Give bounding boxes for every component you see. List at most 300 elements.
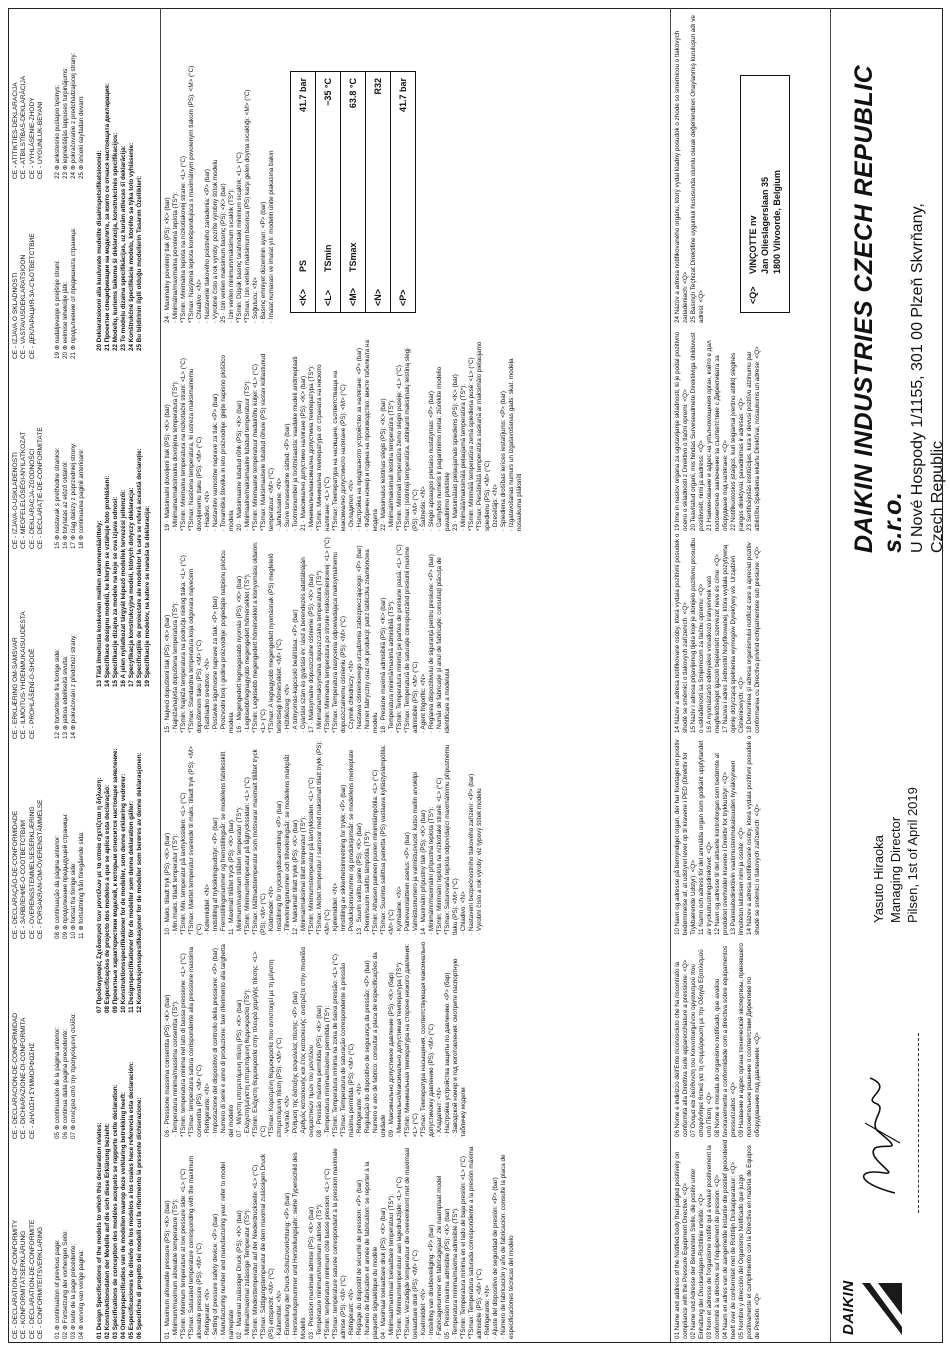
spec-line: 05 · Presión máxima admisible (PS): <K> (bar) <box>444 1208 451 1339</box>
spec-line: · Impostazione del dispositivo di controllo della pressione: <P> (bar) <box>212 947 219 1137</box>
spec-title: 04 Ontwerpspecificaties van de modellen waarop deze verklaring betrekking heeft: <box>120 1091 127 1339</box>
spec-line: *TSmin: Минимальная температура на стороне низкого давления: <L> (°C) <box>404 943 419 1137</box>
signature-dashes <box>918 1033 919 1213</box>
continuation-line: 22 ⊕ ankstesnio puslapio tęsinys: <box>54 84 61 179</box>
divider <box>830 8 831 1343</box>
spec-line: 21 · Максимално допустимо налягане (PS): <K> (bar) <box>300 375 307 531</box>
notified-col-4 <box>674 533 762 733</box>
daikin-logo: DAIKIN <box>840 1280 857 1335</box>
spec-name: TSmax <box>348 242 358 272</box>
spec-line: · Gamybos numeris ir pagaminimo metai: žiūrėkite modelio pavadinimo plokštelę <box>436 366 451 531</box>
notified-line: 17 Nazwa i adres Jednostki Notyfikowanej, która wydała pozytywną opinię dotyczącą spełnienia wymogów Dyrektywy ws. Urządzeń Ciśnieniowych: <Q> <box>722 544 745 733</box>
spec-line: *TSmin: Minimalna temperatura po stronie niskociśnieniowej: <L> (°C) <box>324 537 331 733</box>
spec-key: <N> <box>373 288 383 306</box>
spec-line: *TSmin: Minimální teplota na nízkotlaké straně: <L> (°C) <box>436 777 443 935</box>
spec-title: 10 Konstruktionsspecifikationer for de modeller, som denne erklæring vedrører: <box>120 773 127 1013</box>
notified-line: 21 Наименование и адрес на упълномощения орган, който е дал положително заключение за съответствие с Директивата за оборудване под налягане: <Q> <box>706 340 729 531</box>
spec-name: PS <box>298 259 308 272</box>
notified-line: 07 Όνομα και διεύθυνση του Κοινοποιημένου οργανισμού που αποφάνθηκε θετικά για τη συμμόρφωση με την Οδηγία Εξοπλισμού υπό Πίεση: <Q> <box>690 949 713 1137</box>
spec-line: · Legkisebb/legnagyobb megengedett hőmérséklet (TS*): <box>244 573 251 733</box>
spec-line: · Chladivo: <N> <box>196 279 203 323</box>
spec-line: 18 · Presiune maximă admisibilă (PS): <K> (bar) <box>380 597 387 733</box>
continuation-col-4 <box>54 549 78 739</box>
spec-line: · Ρύθμιση της διάταξης ασφαλείας πίεσης: <P> (bar) <box>292 991 299 1137</box>
spec-line: *TSmax: Temperatura saturada correspondiente a la presión máxima admisible (PS): <M> (°C) <box>468 1146 483 1339</box>
spec-line: · Indstilling af tryksikringsudstyr: <P> (bar) <box>212 817 219 935</box>
spec-line: 06 · Pressione massima consentita (PS): <K> (bar) <box>164 994 171 1137</box>
spec-title: 22 Modelių, kuriems taikoma ši deklaracija, konstrukcinės specifikacijos: <box>112 132 119 351</box>
header-line: CE - ЗАЯВЛЕНИЕ-О-СООТВЕТСТВИИ <box>20 820 28 939</box>
spec-line: · Numero di serie e anno di produzione: fare riferimento alla targhetta del modello <box>220 944 235 1137</box>
spec-line: *TSmin: temperatura minima nel lato di bassa pressione: <L> (°C) <box>180 953 187 1137</box>
spec-line: 12 · Maksimalt tillatt trykk (PS): <K> (bar) <box>292 819 299 935</box>
notified-body-key: <Q> <box>748 286 758 304</box>
spec-line: *TSmax: Κορεσμένη θερμοκρασία που αντιστοιχεί με τη μέγιστη επιτρεπόμενη πίεση (PS): <M> (°C) <box>268 959 283 1137</box>
notified-line: 08 Nome e morada do organismo notificado, que avaliou favoravelmente a conformidade com a directiva sobre equipamentos pressurizados: <Q> <box>714 945 737 1137</box>
spec-line: *TSmax: Temperatură de saturaţie corespunzând presiunii maxime admisibile (PS): <M> (°C) <box>404 546 419 733</box>
header-line: CE - PROHLÁŠENÍ-O-SHODĚ <box>28 648 36 739</box>
header-line: CE - VYHLÁSENIE-ZHODY <box>28 97 36 179</box>
spec-line: · Proizvodni broj i godina proizvodnje: pogledajte natpisnu pločicu modela <box>220 550 235 733</box>
spec-line: · Minimum/maximum allowable temperature (TS*): <box>172 1198 179 1339</box>
spec-line: · Охладител: <N> <box>348 479 355 531</box>
continuation-line: 12 ⊕ fortsettelse fra forrige side: <box>54 648 61 739</box>
spec-line: 08 · Pressão máxima permitida (PS): <K> (bar) <box>316 1005 323 1137</box>
continuation-line: 25 ⊕ önceki sayfadan devam: <box>78 95 85 179</box>
spec-line: 04 · Maximaal toelaatbare druk (PS): <K> (bar) <box>380 1207 387 1339</box>
spec-line: *TSmax: Piesātinātā temperatūra saskaņā ar maksimālo pieļaujamo spiedienu (PS): <M> (°C) <box>476 341 491 531</box>
header-col-5 <box>12 359 46 549</box>
spec-line: *TSmax: Saturated temperature corresponding with the maximum allowable pressure (PS): <M> (°C) <box>188 1155 203 1339</box>
signatory-title: Managing Director <box>888 816 903 923</box>
spec-line: *TSmax: Įsotintoji temperatūra, atitinkanti maksimalų leistiną slėgį (PS): <M> (°C) <box>404 348 419 531</box>
spec-line: · Minimālā/maksimālā pieļaujamā temperatūra (TS*): <box>460 384 467 531</box>
notified-line: 10 Navn og adresse på bemyndiget organ, der har foretaget en positiv bedømmelse af, at udstyret lever op til kravene i PED (Direktiv for Trykbærende Udstyr): <Q> <box>674 739 697 935</box>
spec-line: · Dzesētājs: <N> <box>492 484 499 531</box>
spec-line: · Ajuste del dispositivo de seguridad de presión: <P> (bar) <box>492 1177 499 1339</box>
spec-line: *TSmin: Minimali temperatūra žemo slėgio pusėje: <L> (°C) <box>396 365 403 531</box>
spec-line: *TSmax: Nasýtená teplota korešpondujúca s maximálnym povoleným tlakom (PS): <M> (°C) <box>188 65 195 323</box>
notified-line: 23 Sertificējošās institūcijas, kura ir devusi pozitīvu atzinumu par atbilstību Spiediena iekārtu Direktīvai, nosaukums un adrese: <Q> <box>746 346 761 531</box>
spec-key: <K> <box>298 288 308 306</box>
spec-line: · Köldmedel: <N> <box>268 885 275 935</box>
spec-line: 11 · Maximalt tillåtet tryck (PS): <K> (bar) <box>228 819 235 935</box>
spec-line: · Izgatavošanas numurs un izgatavošanas gads: skat. modeļa nosaukuma plāksnīti <box>508 358 523 531</box>
spec-line: 15 · Najveći dopušteni tlak (PS): <K> (bar) <box>164 614 171 733</box>
spec-row <box>341 72 366 312</box>
spec-line: · Setting of pressure safety device: <P> (bar) <box>212 1213 219 1339</box>
notified-line: 11 Namn och adress för det anmälda organ som godkänt uppfyllandet av tryckutrustningsdirektivet: <Q> <box>698 740 713 935</box>
spec-line: · Basınç emniyet düzeninin ayarı: <P> (bar) <box>260 201 267 323</box>
spec-line: *TSmax: Mettet temperatur i samsvar med maksimalt tillatt trykk (PS): <M> (°C) <box>316 740 331 935</box>
notified-line: 20 Teavitatud organi, mis hindas Surveseadmete Direktiiviga ühilduvust positiivselt, nimi ja aadress: <Q> <box>690 332 705 531</box>
signature-image <box>845 1063 915 1203</box>
signature-block <box>870 787 921 923</box>
spec-line: · Painevarolaitteen asetus: <P> (bar) <box>404 832 411 935</box>
spec-title: 18 Specificaţiile de proiectare ale modelelor la care se referă această declaraţie: <box>136 448 143 687</box>
spec-title: 11 Designspecifikationer för de modeller som denna deklaration gäller: <box>128 800 135 1013</box>
continuation-line: 09 ⊕ продолжение предыдущей страницы: <box>62 813 69 939</box>
notified-line: 19 Ime in naslov organa za ugotavljanje skladnosti, ki je podal pozitivno oceno o skladnosti z Direktivo o tlačni opremi: <Q> <box>674 331 689 531</box>
header-col-1 <box>12 1139 46 1339</box>
spec-line: · Refrigerante: <N> <box>356 1083 363 1137</box>
header-line: CE - DECLARACION-DE-CONFORMIDAD <box>12 1012 19 1139</box>
spec-line: · Fabricagenummer en fabricagejaar: zie naamplaat model <box>436 1175 443 1339</box>
header-col-7 <box>12 11 46 179</box>
spec-line: · Výrobné číslo a rok výroby: pozrite výrobný štítok modelu <box>212 159 219 323</box>
spec-line: · Tovarniška številka in leto proizvodnje: glejte napisno ploščico modela <box>220 355 235 531</box>
spec-line: · Minimal/maksimal tillatt temperatur (TS*): <box>300 816 307 935</box>
notified-line: 15 Naziv i adresa prijavljenog tijela koje je donijelo pozitivnu prosudbu o usklađenosti sa Smjernicom za tlačnu opremu: <Q> <box>690 538 705 733</box>
spec-line: · Nastavitev varnostne naprave za tlak: <P> (bar) <box>212 393 219 531</box>
spec-line: *TSmax: Mættet temperatur svarende til maks. tilladt tryk (PS): <M> (°C) <box>188 746 203 935</box>
spec-line: *TSmax: Suurinta sallittua painetta (PS) vastaava kyllästyslämpötila: <M> (°C) <box>380 744 395 935</box>
spec-line: · Nastawa ciśnieniowego urządzenia zabezpieczającego: <P> (bar) <box>356 545 363 733</box>
spec-title: 08 Especificações de projecto dos modelos a que se aplica esta declaração: <box>104 784 111 1013</box>
spec-title: 01 Design Specifications of the models to which this declaration relates: <box>96 1122 103 1339</box>
header-line: CE - IZJAVA O SKLADNOSTI <box>12 272 19 359</box>
spec-line: · Einstellung der Druck-Schutzvorrichtung: <P> (bar) <box>284 1192 291 1339</box>
notified-line: 14 Název a adresa notifikované osoby, která vydala pozitivní posudek o shodě se směrnicí o tlakových zařízeních: <Q> <box>746 735 761 935</box>
daikin-logo-icon <box>862 1283 902 1335</box>
spec-title: 16 A jelen nyilatkozat tárgyát képező modellek tervezési jellemzői: <box>120 489 127 687</box>
body-col-1 <box>164 1143 516 1339</box>
spec-title: 05 Especificaciones de diseño de los modelos a los cuales hace referencia esta declaración: <box>128 1061 135 1339</box>
spec-line: *TSmax: Temperatura de saturação correspondente à pressão máxima permitida (PS): <M> (°C) <box>340 962 355 1137</box>
header-line: CE - CONFORMITEITSVERKLARING <box>37 1226 45 1339</box>
spec-title: 25 Bu bildirinin ilgili olduğu modellerin Tasarım Özellikleri: <box>136 175 143 351</box>
spec-titles-a <box>96 1019 144 1339</box>
continuation-line: 08 ⊕ continuação da página anterior: <box>54 834 61 939</box>
spec-line: 16 · Megengedett legmagasabb nyomás (PS): <K> (bar) <box>236 575 243 733</box>
company-address-line: Czech Republic <box>929 440 946 553</box>
spec-line: · Αριθμός κατασκευής και έτος κατασκευής: ανατρέξτε στην πινακίδα ονομαστικών τιμών του μοντέλου <box>300 946 315 1137</box>
continuation-line: 11 ⊕ fortsättning från föregående sida: <box>78 831 85 939</box>
spec-line: *TSmin: Min. temperatur på lavtrykssiden: <L> (°C) <box>180 792 187 935</box>
notified-line: 05 Nombre y dirección del Organismo Notificado que juzgó positivamente el cumplimiento con la Directiva en materia de Equipos de Presión: <Q> <box>738 1145 761 1339</box>
company-address-line: U Nové Hospody 1/1155, 301 00 Plzeň Skvrňany, <box>909 203 926 553</box>
notified-line: 04 Naam en adres van de aangemelde instantie die positief geoordeeld heeft over de conformiteit met de Richtlijn Drukapparatuur: <Q> <box>722 1139 737 1339</box>
notified-line: 03 Nom et adresse de l'organisme notifié qui a évalué positivement la conformité à la directive sur l'équipement de pression: <Q> <box>706 1145 721 1339</box>
spec-line: · Minimali/maksimali leistina temperatūra (TS*): <box>388 399 395 531</box>
notified-body-line: 1800 Vilvoorde, Belgium <box>772 170 782 274</box>
signatory-name: Yasuto Hiraoka <box>871 835 886 923</box>
notified-line: 25 Basınçlı Teçhizat Direktifine uygunluk hususunda olumlu olarak değerlendiren Onaylanmış kuruluşun adı ve adresi: <Q> <box>690 15 705 323</box>
spec-line: · Minimal/maximal zulässige Temperatur (TS*): <box>244 1208 251 1339</box>
spec-line: · Min./maks. tilladt temperatur (TS*): <box>172 833 179 935</box>
spec-line: *TSmax: Mättnadstemperatur som motsvarar maximalt tillåtet tryck (PS): <M> (°C) <box>252 749 267 935</box>
notified-line: 01 Name and address of the Notified body that judged positively on compliance with the Pressure Equipment Directive: <Q> <box>674 1151 689 1339</box>
notified-line: 16 A nyomástartó edényekre vonatkozó irányelvnek való megfelelőséget igazoló bejelentett szervezet neve és címe: <Q> <box>706 554 721 733</box>
notified-col-1 <box>674 1139 762 1339</box>
continuation-line: 13 ⊕ jatkoa edelliseltä sivulta: <box>62 655 69 739</box>
continuation-line: 15 ⊕ nastavak s prethodne stranice: <box>54 447 61 549</box>
spec-line: *TSmax: température saturée correspondant à la pression maximale admise (PS): <M> (°C) <box>332 1148 347 1339</box>
notified-line: 06 Nome e indirizzo dell'Ente riconosciuto che ha riscontrato la conformità alla Direttiva sulle apparecchiature a pressione: <Q> <box>674 959 689 1137</box>
spec-line: · Czynnik chłodniczy: <N> <box>348 660 355 733</box>
spec-line: *TSmin: Minimum temperature at low pressure side: <L> (°C) <box>180 1168 187 1339</box>
continuation-line: 02 ⊕ Fortsetzung der vorherigen Seite: <box>62 1229 69 1339</box>
spec-line: · Rashladno sredstvo: <N> <box>204 658 211 733</box>
notified-line: 09 Название и адрес органа технической экспертизы, принявшего положительное решение о соответствии Директиве по оборудованию под давлением: <Q> <box>738 943 761 1137</box>
spec-line: · Température minimum/maximum admise (TS*): <box>316 1203 323 1339</box>
spec-row <box>291 72 316 312</box>
spec-line: *TSmin: Minimalna temperatura na nizkotlačni strani: <L> (°C) <box>180 358 187 531</box>
spec-titles-c <box>96 357 152 687</box>
header-line: CE - DEKLARACJA-ZGODNOŚCI <box>28 448 36 549</box>
spec-line: · Refrigerante: <N> <box>484 1285 491 1339</box>
spec-title: 15 Specifikacije dizajna za modele na koje se ova izjava odnosi: <box>112 496 119 687</box>
body-col-5 <box>164 335 524 531</box>
spec-line: · Tootmisnumber ja tootmisaasta: vaadake mudeli andmeplaati <box>292 356 299 531</box>
spec-line: · Réfrigérant: <N> <box>348 1288 355 1339</box>
spec-line: · Temperatura minimă/maximă admisibilă (TS*): <box>388 600 395 733</box>
spec-line: 23 · Maksimālais pieļaujamais spiediens (PS): <K> (bar) <box>452 374 459 531</box>
spec-line: · Kältemittel: <N> <box>276 1290 283 1339</box>
continuation-col-5 <box>54 359 86 549</box>
spec-line: 17 · Maksymalne dopuszczalne ciśnienie (PS): <K> (bar) <box>308 574 315 733</box>
spec-line: *TSmin: Temperatura minimă pe partea de presiune joasă: <L> (°C) <box>396 544 403 733</box>
header-line: CE - ATITIKTIES-DEKLARACIJA <box>12 82 19 179</box>
notified-col-3 <box>674 735 762 935</box>
spec-line: · Herstellungsnummer und Herstellungsjahr: siehe Typenschild des Modells <box>292 1152 307 1339</box>
notified-line: 12 Navn og adresse til det aktuelle kontrollorgan som bedømte at produktet overholder kravene i Direktiv for trykkutstyr: <Q> <box>714 752 729 935</box>
header-line: CE - ERKLÆRING OM-SAMSVAR <box>12 637 19 739</box>
spec-line: *TSmin: Минимална температура от страната на ниското налягане: <L> (°C) <box>316 364 331 531</box>
spec-line: · Pienin/suurin sallittu lämpötila (TS*): <box>364 830 371 935</box>
spec-title: 21 Проектни спецификации на моделите, за които се отнася настоящата декларация: <box>104 83 111 351</box>
spec-line: *TSmax: temperatura satura corrispondente alla pressione massima consentita (PS): <M> (°C) <box>188 946 203 1137</box>
continuation-line: 17 ⊕ ciąg dalszy z poprzedniej strony: <box>70 442 77 549</box>
spec-line: · Temperatura mínima/máxima permitida (TS*): <box>324 1005 331 1137</box>
spec-line: · Минимально/максимально допустимая температура (TS*): <box>396 961 403 1137</box>
continuation-line: 04 ⊕ vervolg van vorige pagina: <box>78 1249 85 1339</box>
spec-line: · Minimaal/maximaal toelaatbare temperatuur (TS*): <box>388 1194 395 1339</box>
header-line: CE - OVERENSSTEMMELSESERKLÆRING <box>28 806 36 939</box>
notified-col-2 <box>674 937 762 1137</box>
spec-line: · Surve turvaseadme sätted: <P> (bar) <box>284 423 291 531</box>
spec-line: · Minimaalne/maksimaalne lubatud temperatuur (TS*): <box>244 379 251 531</box>
spec-value: R32 <box>373 78 383 95</box>
body-col-2 <box>164 941 468 1137</box>
spec-line: · Минимална/максимална допустима температура (TS*): <box>308 365 315 531</box>
spec-line: · Spiediena drošības ierīces iestatījums: <P> (bar) <box>500 391 507 531</box>
spec-line: 20 · Maksimaalne lubatud rõhk (PS): <K> (bar) <box>236 400 243 531</box>
continuation-col-7 <box>54 11 86 179</box>
spec-line: *TSmin: Temperatura mínima na zona de baixa pressão: <L> (°C) <box>332 954 339 1137</box>
spec-line: · Manufacturing number and manufacturing year: refer to model nameplate <box>220 1161 235 1339</box>
header-line: CE - ΔΗΛΩΣΗ ΣΥΜΜΟΡΦΩΣΗΣ <box>28 1042 36 1139</box>
spec-line: · Minimálna/maximálna povolená teplota (TS*): <box>172 192 179 323</box>
spec-line: 02 · Maximal zulässiger Druck (PS): <K> (bar) <box>236 1210 243 1339</box>
spec-line: · Hladivo: <N> <box>204 490 211 531</box>
notified-line: 18 Denumirea şi adresa organismului notificat care a apreciat pozitiv conformarea cu Directiva privind echipamentele sub presiune: <Q> <box>746 542 761 733</box>
spec-title: 02 Konstruktionsdaten der Modelle auf die sich diese Erklärung bezieht: <box>104 1123 111 1339</box>
spec-line: · Minimalna/maksimalna dovoljena temperatura (TS*): <box>172 380 179 531</box>
spec-line: 24 · Maximálny povolený tlak (PS): <K> (bar) <box>164 197 171 323</box>
spec-line: · Šaltnešis: <N> <box>420 486 427 531</box>
notified-col-5 <box>674 331 762 531</box>
continuation-line: 14 ⊕ pokračování z předchozí strany: <box>70 633 77 739</box>
notified-line: 22 Notifikuotosios įstaigos, kuri teigiamai įvertino atitiktį slėginės įrangos direktyvai, pavadinimas ir adresas: <Q> <box>730 352 745 531</box>
spec-title: 12 Konstruksjonsspesifikasjoner for de modeller som berøres av denne deklarasjonen: <box>136 752 143 1013</box>
spec-line: · Заводской номер и год изготовления: смотрите паспортную табличку модели <box>452 958 467 1137</box>
spec-line: · Хладагент: <N> <box>436 1087 443 1137</box>
header-line: CE - MEGFELELŐSÉGI-NYILATKOZAT <box>20 431 28 549</box>
spec-line: · Temperatura minima/massima consentita (TS*): <box>172 1000 179 1137</box>
spec-line: · Minimalna/maksymalna dopuszczalna temperatura (TS*): <box>316 569 323 733</box>
divider <box>670 8 671 1343</box>
spec-line: · Număr de fabricaţie şi anul de fabricaţie: consultaţi plăcuţa de identificare a modelului <box>436 557 451 733</box>
spec-title: 14 Specifikace designu modelů, ke kterým se vztahuje toto prohlášení: <box>104 475 111 687</box>
spec-line: · Ελάχιστη/μέγιστη επιτρεπόμενη θερμοκρασία (TS*): <box>244 988 251 1137</box>
continuation-col-3 <box>54 739 86 939</box>
header-line: CE - DECLARATION-DE-CONFORMITE <box>28 1219 36 1339</box>
spec-line: *TSmin: Najniža temperatura na području niskog tlaka: <L> (°C) <box>180 555 187 733</box>
spec-line: · Kylmäaine: <N> <box>396 886 403 935</box>
spec-value: 63.8 °C <box>348 78 358 109</box>
spec-line: *TSmax: Saturovaná teplota odpovídající maximálnímu přípustnému tlaku (PS): <M> (°C) <box>444 744 459 935</box>
header-line: CE - DECLARAŢIE-DE-CONFORMITATE <box>37 427 45 549</box>
spec-title: 24 Konštrukčné špecifikácie modelu, ktorého sa týka toto vyhlásenie: <box>128 142 135 351</box>
spec-line: 09 · Максимально допустимое давление (PS): <K> (бар) <box>388 972 395 1137</box>
spec-line: · Número e ano de fabrico: consultar a placa de especificações da unidade <box>372 952 387 1137</box>
spec-line: · Valmistusnumero ja valmistusvuosi: katso mallin arvokilpi <box>412 772 419 935</box>
spec-line: · Refrigerant: <N> <box>204 1288 211 1339</box>
continuation-line: 24 ⊕ pokračovanie z predchádzajúcej strany: <box>70 52 77 179</box>
spec-line: · İzin verilen minimum/maksimum sıcaklık (TS*): <box>228 188 235 323</box>
spec-name: TSmin <box>323 244 333 272</box>
header-col-2 <box>12 939 37 1139</box>
header-line: CE - DICHIARAZIONE-DI-CONFORMITA <box>20 1017 28 1139</box>
spec-line: 03 · Pression maximale admise (PS): <K> (bar) <box>308 1206 315 1339</box>
spec-line: 22 · Maksimalus leistinas slėgis (PS): <K> (bar) <box>380 398 387 531</box>
spec-line: · Jahutusaine: <N> <box>276 477 283 531</box>
spec-line: · Настройка на предпазното устройство за налягане: <P> (bar) <box>356 347 363 531</box>
spec-line: · Ψυκτικό: <N> <box>284 1095 291 1137</box>
spec-line: 13 · Suurin sallittu paine (PS): <K> (bar) <box>356 823 363 935</box>
spec-line: · Refrigerante: <N> <box>204 1083 211 1137</box>
spec-titles-d <box>96 11 144 351</box>
spec-line: · Slėgio apsaugos prietaiso nustatymas: <P> (bar) <box>428 390 435 531</box>
spec-title: 03 Spécifications de conception des modèles auxquels se rapporte cette déclaration: <box>112 1084 119 1339</box>
spec-line: 19 · Maksimalni dovoljeni tlak (PS): <K> (bar) <box>164 404 171 531</box>
spec-line: *TSmin: Düşük basınç tarafındaki minimum sıcaklık: <L> (°C) <box>236 152 243 323</box>
spec-line: · Nastavení bezpečnostního tlakového zařízení: <P> (bar) <box>468 773 475 935</box>
notified-line: 13 Painelaitedirektiivin vaatimustenmukaisuuden hyväksyneen ilmoitetun laitoksen nimi ja osoite: <Q> <box>730 760 745 935</box>
spec-line: *TSmax: Sättigungstemperatur die dem maximal zulässigen Druck (PS) entspricht: <M> (°C) <box>260 1153 275 1339</box>
spec-line: *TSmin: Temperatura mínima en el lado de baja presión: <L> (°C) <box>460 1155 467 1339</box>
spec-line: *TSmin: Minimumtemperatur på lågtryckssidan: <L> (°C) <box>244 777 251 935</box>
spec-title: 07 Προδιαγραφές Σχεδιασμού των μοντέλων με τα οποία σχετίζεται η δήλωση: <box>96 777 103 1013</box>
continuation-line: 07 ⊕ συνέχεια από την προηγούμενη σελίδα: <box>70 1012 77 1139</box>
continuation-line: 23 ⊕ iepriekšējās lappuses turpinājums: <box>62 66 69 179</box>
spec-line: · Minimum/maximum tillåten temperatur (TS*): <box>236 806 243 935</box>
spec-line: · Фабричен номер и година на производство: вижте табелката на модела <box>364 340 379 531</box>
spec-line: 14 · Maximální přípustný tlak (PS): <K> (bar) <box>420 810 427 935</box>
spec-title: 23 To modeļu dizaina specifikācijas, uz kurām attiecas šī deklarācija: <box>120 145 127 351</box>
spec-line: · Temperatura mínima/máxima admisible (TS*): <box>452 1207 459 1339</box>
continuation-col-1 <box>54 1139 86 1339</box>
spec-value: 41.7 bar <box>398 78 408 113</box>
continuation-col-6 <box>54 179 78 359</box>
spec-line: · Innstilling av sikkerhetsinnretning for trykk: <P> (bar) <box>340 784 347 935</box>
spec-line: · Inställning för tryckskyddsanordning: <P> (bar) <box>276 800 283 935</box>
header-col-6 <box>12 179 37 359</box>
body-col-6 <box>164 11 276 323</box>
spec-value: −35 °C <box>323 78 333 106</box>
header-line: CE - DECLARAÇÃO-DE-CONFORMIDADE <box>12 810 19 939</box>
notified-body-line: VINÇOTTE nv <box>748 215 758 274</box>
spec-line: · Instelling van drukbeveiliging: <P> (bar) <box>428 1224 435 1339</box>
continuation-line: 19 ⊕ nadaljevanje s prejšnje strani: <box>54 260 61 359</box>
continuation-line: 05 ⊕ continuación de la página anterior: <box>54 1026 61 1139</box>
spec-line: · Výrobní číslo a rok výroby: viz typový štítek modelu <box>476 788 483 935</box>
spec-line: · Nastavenie tlakového poistného zariadenia: <P> (bar) <box>204 168 211 323</box>
spec-line: · Agent frigorific: <N> <box>420 673 427 733</box>
spec-line: · A túlnyomás-kapcsoló beállítása: <P> (bar) <box>292 609 299 733</box>
signatory-place-date: Pilsen, 1st of April 2019 <box>905 787 920 923</box>
continuation-line: 16 ⊕ folytatás az előző oldalról: <box>62 460 69 549</box>
spec-key: <M> <box>348 287 358 306</box>
spec-line: *TSmin: Minimumstemperatur på lavtrykksiden: <L> (°C) <box>308 777 315 935</box>
spec-line: · Soğutucu: <N> <box>252 277 259 323</box>
spec-line: · Número de fabricación y año de fabricación: consulte la placa de especificaciones técnicas del modelo <box>500 1154 515 1339</box>
spec-line: · Kølemiddel: <N> <box>204 884 211 935</box>
spec-line: · Numer fabryczny oraz rok produkcji: patrz tabliczka znamionowa modelu <box>364 549 379 733</box>
spec-row <box>366 72 391 312</box>
spec-key: <L> <box>323 289 333 306</box>
header-line: CE - FORSAKRAN-OM-ÖVERENSTÄMMELSE <box>37 799 45 939</box>
spec-line: · Kjølemiddel: <N> <box>332 882 339 935</box>
spec-value-table <box>290 71 416 313</box>
spec-line: *TSmax: Температура на насищане, съответстваща на максимално допустимото налягане (PS): <M> (°C) <box>332 370 347 531</box>
spec-line: *TSmin: Legkisebb megengedett hőmérséklet a kisnyomású oldalon: <L> (°C) <box>252 541 267 733</box>
spec-line: 10 · Maks. tilladt tryk (PS): <K> (bar) <box>164 832 171 935</box>
spec-title: 09 Проектные характеристики моделей, к которым относится настоящее заявление: <box>112 748 119 1013</box>
spec-line: *TSmax: Nasičena temperatura, ki ustreza maksimalnemu dovoljenemu tlaku (PS): <M> (°C) <box>188 368 203 531</box>
header-line: CE - ILMOITUS-YHDENMUKAISUUDESTA <box>20 611 28 739</box>
spec-line: *TSmax: Maksimaalsele lubatud rõhule (PS) vastav küllastunud temperatuur: <M> (°C) <box>260 353 275 531</box>
spec-title: 19 Specifikacije modelov, na katere se nanaša ta deklaracija: <box>144 505 151 687</box>
spec-title: 17 Specyfikacja konstrukcyjna modeli, których dotyczy deklaracja: <box>128 487 135 687</box>
body-col-3 <box>164 739 484 935</box>
spec-line: 25 · İzin verilen maksimum basınç (PS): <K> (bar) <box>220 183 227 323</box>
spec-line: *TSmin: Alhaisen paineen puolen minimilämpötila: <L> (°C) <box>372 769 379 935</box>
spec-line: · Gyártási szám és gyártási év: lásd a berendezés adattábláján <box>300 557 307 733</box>
spec-line: · Regulação do dispositivo de segurança da pressão: <P> (bar) <box>364 960 371 1137</box>
header-col-3 <box>12 739 46 939</box>
notified-line: 02 Name und Adresse der Benannten Stelle, die positiv unter Einhaltung der Druckanlagen-Richtlinie urteilte: <Q> <box>690 1168 705 1339</box>
notified-line: 14 Název a adresa notifikované osoby, která vydala pozitivní posudek o shodě se směrnicí o tlakových zařízeních: <Q> <box>674 533 689 733</box>
spec-line: · Fremstillingsnummer og fremstillingsår: se modellens fabriksskilt <box>220 751 227 935</box>
spec-line: *TSmin: Minimālā temperatūra zemā spiediena pusē: <L> (°C) <box>468 357 475 531</box>
continuation-line: 10 ⊕ fortsat fra forrige side: <box>70 861 77 939</box>
header-line: CE - VASTAVUSDEKLARATSIOON <box>20 254 28 359</box>
spec-line: 01 · Maximum allowable pressure (PS): <K> (bar) <box>164 1200 171 1339</box>
notified-body-box <box>740 75 790 313</box>
continuation-line: 03 ⊕ suite de la page précédente: <box>70 1243 77 1339</box>
spec-line: *TSmin: Ελάχιστη θερμοκρασία στην πλευρά χαμηλής πίεσης: <L> (°C) <box>252 951 267 1137</box>
spec-line: · Najniža/najviša dopuštena temperatura (TS*): <box>172 601 179 733</box>
spec-row <box>391 72 415 312</box>
spec-line: *TSmin: Minimumtemperatuur aan lagedrukzijde: <L> (°C) <box>396 1176 403 1339</box>
spec-line: *TSmax: Temperatura nasycenia odpowiadająca maksymalnemu dopuszczalnemu ciśnieniu (PS): <M> (°C) <box>332 552 347 733</box>
spec-line: *TSmin: température minimum côté basse pression: <L> (°C) <box>324 1168 331 1339</box>
spec-line: · Réglage du dispositif de sécurité de pression: <P> (bar) <box>356 1179 363 1339</box>
spec-line: *TSmin: Minimálna teplota na nízkotlakovej strane: <L> (°C) <box>180 155 187 323</box>
header-line: CE - DECLARATION-OF-CONFORMITY <box>12 1219 19 1339</box>
